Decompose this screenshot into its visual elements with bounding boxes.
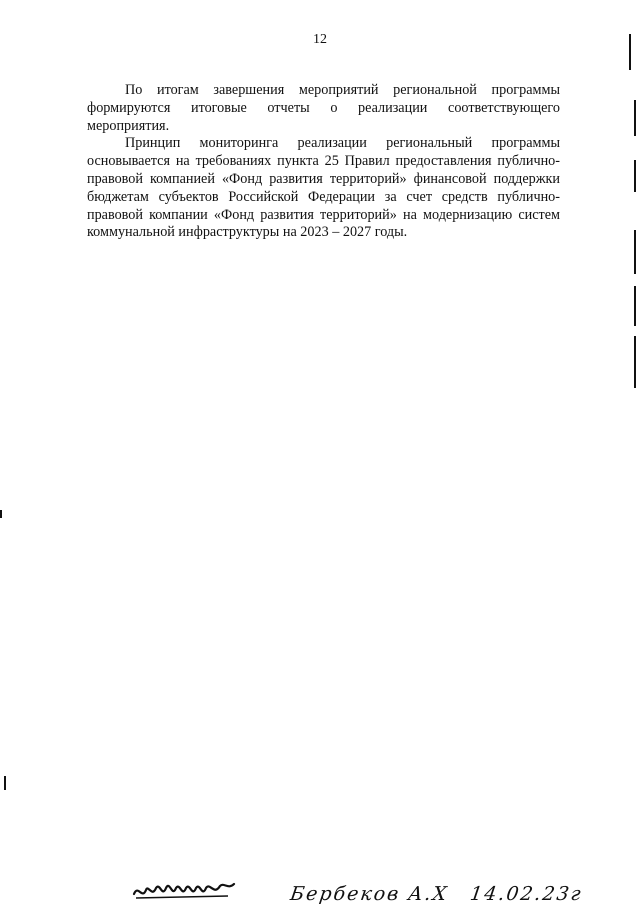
scan-edge-mark — [0, 510, 2, 518]
paragraph-monitoring-reports: По итогам завершения мероприятий региональной программы формируются итоговые отчеты о реализации соответствующего мероприятия. — [87, 82, 560, 134]
svg-text:Бербеков А.Х: Бербеков А.Х — [288, 882, 450, 905]
scan-edge-mark — [634, 336, 636, 388]
handwritten-name-date — [287, 878, 592, 914]
scan-edge-mark — [634, 286, 636, 326]
document-body — [87, 82, 560, 242]
signature-image — [130, 870, 240, 906]
page-number: 12 — [313, 32, 327, 47]
scan-edge-mark — [4, 776, 6, 790]
svg-text:14.02.23г: 14.02.23г — [468, 882, 585, 905]
scan-edge-mark — [629, 34, 631, 70]
paragraph-monitoring-principle: Принцип мониторинга реализации региональный программы основывается на требованиях пункта 25 Правил предоставления публично-правовой компанией «Фонд развития территорий» финансовой поддержки бюджетам субъектов Российской Федерации за счет средств публично-правовой компании «Фонд развития территорий» на модернизацию систем коммунальной инфраструктуры на 2023 – 2027 годы. — [87, 135, 560, 241]
scan-edge-mark — [634, 160, 636, 192]
scan-edge-mark — [634, 100, 636, 136]
scan-edge-mark — [634, 230, 636, 274]
